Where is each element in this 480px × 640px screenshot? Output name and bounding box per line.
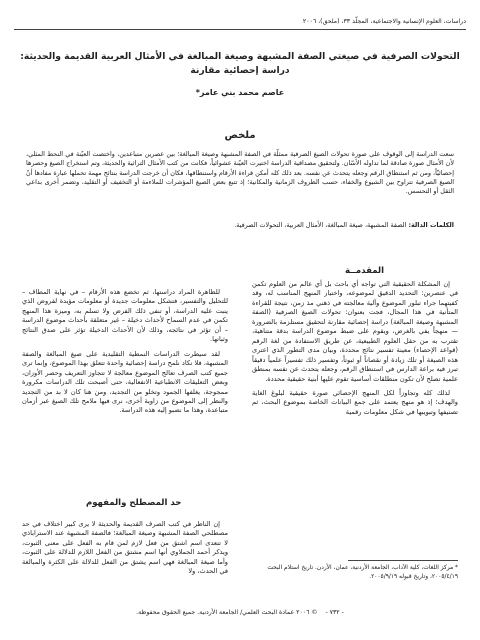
abstract-heading: ملخص xyxy=(224,130,256,141)
journal-header: دراسات، العلوم الإنسانية والاجتماعية، المجلّد ٣٣، (ملحق)، ٢٠٠٦ xyxy=(302,18,466,25)
paper-title-line-1: التحولات الصرفية في صيغتي الصفة المشبهة وصيغة المبالغة في الأمثال العربية القديمة والحديثة: xyxy=(20,51,460,62)
keywords xyxy=(26,221,454,229)
intro-paragraph-2: لذلك كله وتجاوزاً لكل المنهج الإحصائي صورة حقيقية لبلوغ الغاية والهدف؛ إذ هو منهج يعتمد على جمع البيانات الخاصة بموضوع البحث، ثم تصنيفها وتبويبها في شكل معلومات رقمية xyxy=(252,388,458,416)
left-paragraph-1: للظاهرة المراد دراستها، ثم تخضع هذه الأرقام – في نهاية المطاف – للتحليل والتفسير، فتشكل معلومات جديدة أو معلومات مؤيدة لفروض الذي ينبت عليه الدراسة، أو تنفي ذلك الفرض ولا تسلم به، وميزة هذا المنهج تكمن في عدم السماح لأحداث دخيلة – غير متعلقة بأحداث موضوع الدراسة – أن تؤثر في نتائجه، وذلك لأن الأحداث الدخيلة تؤثر على صدق النتائج وثباتها. xyxy=(22,288,228,344)
right-column xyxy=(252,280,458,422)
page-footer xyxy=(14,609,466,616)
left-column-lower xyxy=(22,520,228,582)
introduction-heading: المقدمــة xyxy=(344,266,384,276)
author-name: عاصم محمد بني عامر* xyxy=(195,88,285,97)
definition-paragraph: إن الناظر في كتب الصرف القديمة والحديثة لا يرى كبير اختلاف في حد مصطلحي الصفة المشبهة وصيغة المبالغة؛ فالصفة المشبهة عند الاستراباذي لا تتعدى اسم اشتق من فعل لازم لمن قام به الفعل على معنى الثبوت، ويذكر أحمد الحملاوي أنها اسم مشتق من الفعل اللازم للدلالة على الثبوت، وأما صيغة المبالغة فهي اسم يشتق من الفعل للدلالة على الكثرة والمبالغة في الحدث، ولا xyxy=(22,520,228,576)
intro-paragraph-1: إن المشكلة الحقيقية التي تواجه أي باحث بل أي عالم من العلوم تكمن في عنصرين: التحديد الدقيق لموضوعه، واختيار المنهج المناسب له، وقد كفيتهما جراء تبلور الموضوع وآلية معالجته في ذهني مذ زمن، نتيجة للقراءة المتأنية في هذا المجال، فجت بعنوان: تحولات الصيغ الصرفية (الصفة المشبهة وصيغة المبالغة) دراسة إحصائية مقارنة لتحقيق مستلزمة بالضرورة — منهجاً يفي بالغرض، ويقوم على ضبط موضوع الدراسة بدقة متناهية، تقترب به من حقل العلوم الطبيعية، عن طريق الاستفادة من لغة الرقم (قواعد الإحصاء) معينة تفسير نتائج محددة، وبيان مدى التطور الذي اعترى هذه الصيغة أو تلك زيادة أو نقصاناً أو ثبوتاً، وتفسير ذلك تفسيراً علمياً دقيقاً تبرز فيه براعة الدارس في استنطاق الرقم، وجعله يتحدث عن نفسه بمنطق علمية تصلح لأن تكون منطلقات أساسية تقوم عليها أبنية حقيقية محددة. xyxy=(252,280,458,383)
left-column xyxy=(22,288,228,421)
footnote: * مركز اللغات، كلية الآداب، الجامعة الأردنية، عمان، الأردن. تاريخ استلام البحث ٢٠٠٥/٤/١٩، وتاريخ قبوله ٢٠٠٥/٩/١٩. xyxy=(267,565,458,580)
header-divider xyxy=(14,29,466,30)
paper-title-line-2: دراسة إحصائية مقارنة xyxy=(190,65,290,76)
keywords-text: الصفة المشبهة، صيغة المبالغة، الأمثال العربية، التحولات الصرفية. xyxy=(234,221,407,229)
copyright-text: © ٢٠٠٦ عمادة البحث العلمي/ الجامعة الأردنية. جميع الحقوق محفوظة. xyxy=(136,609,318,616)
footnote-divider xyxy=(348,560,458,561)
keywords-label: الكلمات الدالة: xyxy=(408,221,454,229)
paper-title xyxy=(20,50,460,78)
definition-heading: حد المصطلح والمفهوم xyxy=(86,498,182,508)
left-paragraph-2: لقد سيطرت الدراسات النمطية التقليدية على صيغ المبالغة والصفة المشبهة، فلا نكاد نلمح دراسة إحصائية واحدة تتعلق بهذا الموضوع، وإنما تری جميع كتب الصرف تعالج الموضوع معالجة لا تتجاوز التعريف وحصر الأوزان، وبعض التعليقات الانطباعية الانفعالية، حتى أصبحت تلك الدراسات مكرورة ممجوجة، يغلفها الجمود وتخلو من التجديد، ومن هنا كان لا بد من التجديد والنظر إلى الموضوع من زاوية أخرى، نرى فيها ملامح تلك الصيغ عبر أزمان متباعدة، وهذا ما نصبو إليه هذه الدراسة. xyxy=(22,349,228,415)
abstract-body: سعت الدراسة إلى الوقوف على صورة تحولات الصيغ الصرفية ممثلّة في الصفة المشبهة وصيغة المبالغة؛ بين عصرين متباعدين، واختصت العيّنة في النحط المثلي، لأن الأمثال صورة صادقة لما تداوله الأسّان. ولتحقيق مصداقية الدراسة اختيرت العيّنة عشوائياً، فكانت من كتب الأمثال التراثية والحديثة، وتم استخراج الصيغ وحصرها إحصائيّاً، ومن ثم استنطاق الرقم وجعله يتحدث عن نفسه. بعد ذلك كله أمكن قراءة الأرقام واستنطاقها، فكان أن خرجت الدراسة بنتائج مهمة تحملها عبارة مفادها أنّ الصيغ الصرفية تتراوح بين الشيوع والخفاء، حسب الظروف الزمانية والمكانية؛ إذ تتبع بعض الصيغ المؤشرات للملاءمة أو التخفيف أو التقليد، وتضمر أخرى بداعي الثقل أو التحسس. xyxy=(26,150,454,196)
page-number: - ٧٣٢ - xyxy=(325,609,344,616)
